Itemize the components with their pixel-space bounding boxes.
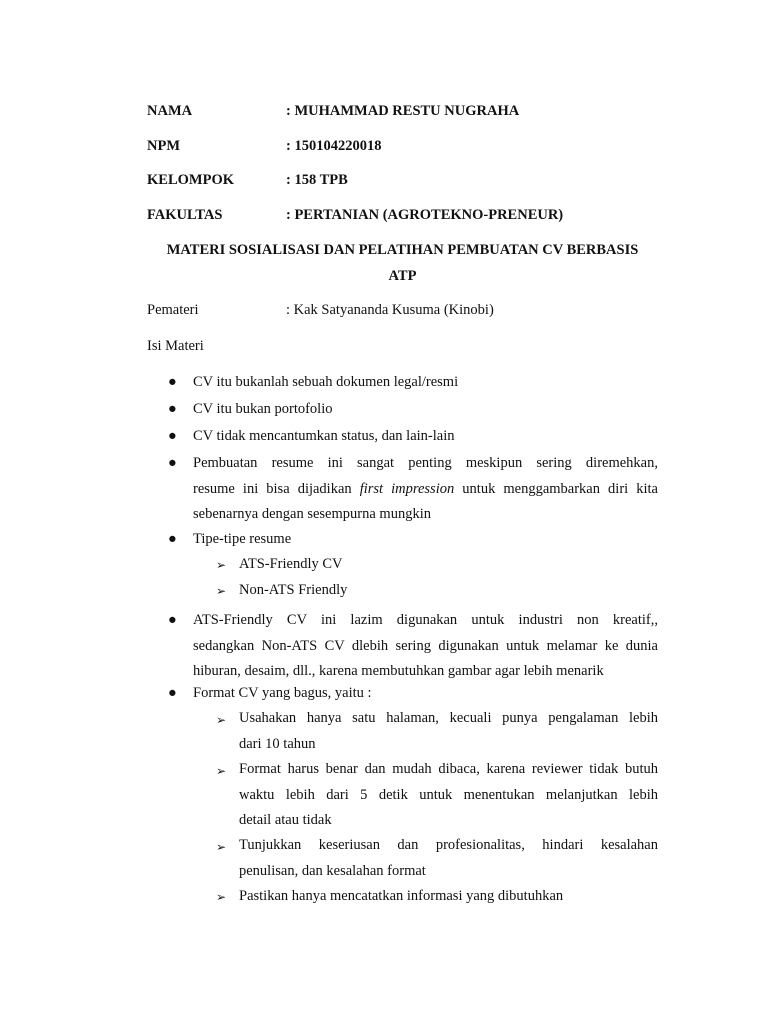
arrow-bullet-icon: ➢ [216,558,227,572]
list-item: Tipe-tipe resume [193,531,292,547]
list-item: CV itu bukan portofolio [193,401,333,417]
arrow-bullet-icon: ➢ [216,764,227,778]
sub-list-paragraph [239,757,658,834]
kelompok-row [147,172,348,189]
paragraph-line: dari 10 tahun [239,735,316,752]
kelompok-value: : 158 TPB [286,172,348,188]
paragraph-line: Tunjukkan keseriusan dan profesionalitas, hindari kesalahan [239,837,658,853]
bullet-icon: ● [168,401,177,417]
sub-list-paragraph [239,833,658,884]
list-item: CV itu bukanlah sebuah dokumen legal/resmi [193,374,459,390]
bullet-icon: ● [168,612,177,628]
paragraph-line: Usahakan hanya satu halaman, kecuali punya pengalaman lebih [239,710,658,726]
document-title-line2: ATP [388,268,417,284]
document-title-line1: MATERI SOSIALISASI DAN PELATIHAN PEMBUATAN CV BERBASIS [166,242,639,258]
list-item: CV tidak mencantumkan status, dan lain-lain [193,428,455,444]
npm-row [147,138,381,155]
arrow-bullet-icon: ➢ [216,890,227,904]
bullet-icon: ● [168,531,177,547]
fakultas-label: FAKULTAS [147,207,223,223]
paragraph-line: Format harus benar dan mudah dibaca, karena reviewer tidak butuh [239,761,658,777]
sub-list-item: Non-ATS Friendly [239,582,348,598]
arrow-bullet-icon: ➢ [216,584,227,598]
bullet-icon: ● [168,428,177,444]
text-span: resume ini bisa dijadikan [193,480,360,497]
isi-materi-heading: Isi Materi [147,338,204,354]
kelompok-label: KELOMPOK [147,172,234,188]
npm-value: : 150104220018 [286,138,382,154]
list-item: Format CV yang bagus, yaitu : [193,685,372,701]
list-item-paragraph [193,608,658,685]
paragraph-line: sedangkan Non-ATS CV dlebih sering digunakan untuk melamar ke dunia [193,637,658,654]
list-item-paragraph [193,451,658,528]
pemateri-label: Pemateri [147,302,199,318]
bullet-icon: ● [168,455,177,471]
paragraph-line [193,477,658,503]
bullet-icon: ● [168,374,177,390]
paragraph-line: detail atau tidak [239,812,332,828]
pemateri-value: : Kak Satyananda Kusuma (Kinobi) [286,302,494,318]
bullet-icon: ● [168,685,177,701]
nama-value: : MUHAMMAD RESTU NUGRAHA [286,103,520,119]
npm-label: NPM [147,138,181,154]
nama-row [147,103,519,120]
text-span: untuk menggambarkan diri kita [454,480,658,497]
paragraph-line: sebenarnya dengan sesempurna mungkin [193,506,431,522]
pemateri-row [147,302,494,319]
nama-label: NAMA [147,103,193,119]
fakultas-row [147,207,563,224]
sub-list-paragraph [239,706,658,757]
emphasis-text: first impression [359,480,455,497]
paragraph-line: penulisan, dan kesalahan format [239,862,426,879]
paragraph-line: hiburan, desaim, dll., karena membutuhkan gambar agar lebih menarik [193,663,604,679]
arrow-bullet-icon: ➢ [216,840,227,854]
paragraph-line: waktu lebih dari 5 detik untuk menentukan melanjutkan lebih [239,786,658,803]
sub-list-item: ATS-Friendly CV [239,556,343,572]
fakultas-value: : PERTANIAN (AGROTEKNO-PRENEUR) [286,207,564,223]
paragraph-line: Pembuatan resume ini sangat penting meskipun sering diremehkan, [193,455,658,471]
paragraph-line: ATS-Friendly CV ini lazim digunakan untuk industri non kreatif,, [193,612,658,628]
sub-list-item: Pastikan hanya mencatatkan informasi yang dibutuhkan [239,888,564,904]
arrow-bullet-icon: ➢ [216,713,227,727]
